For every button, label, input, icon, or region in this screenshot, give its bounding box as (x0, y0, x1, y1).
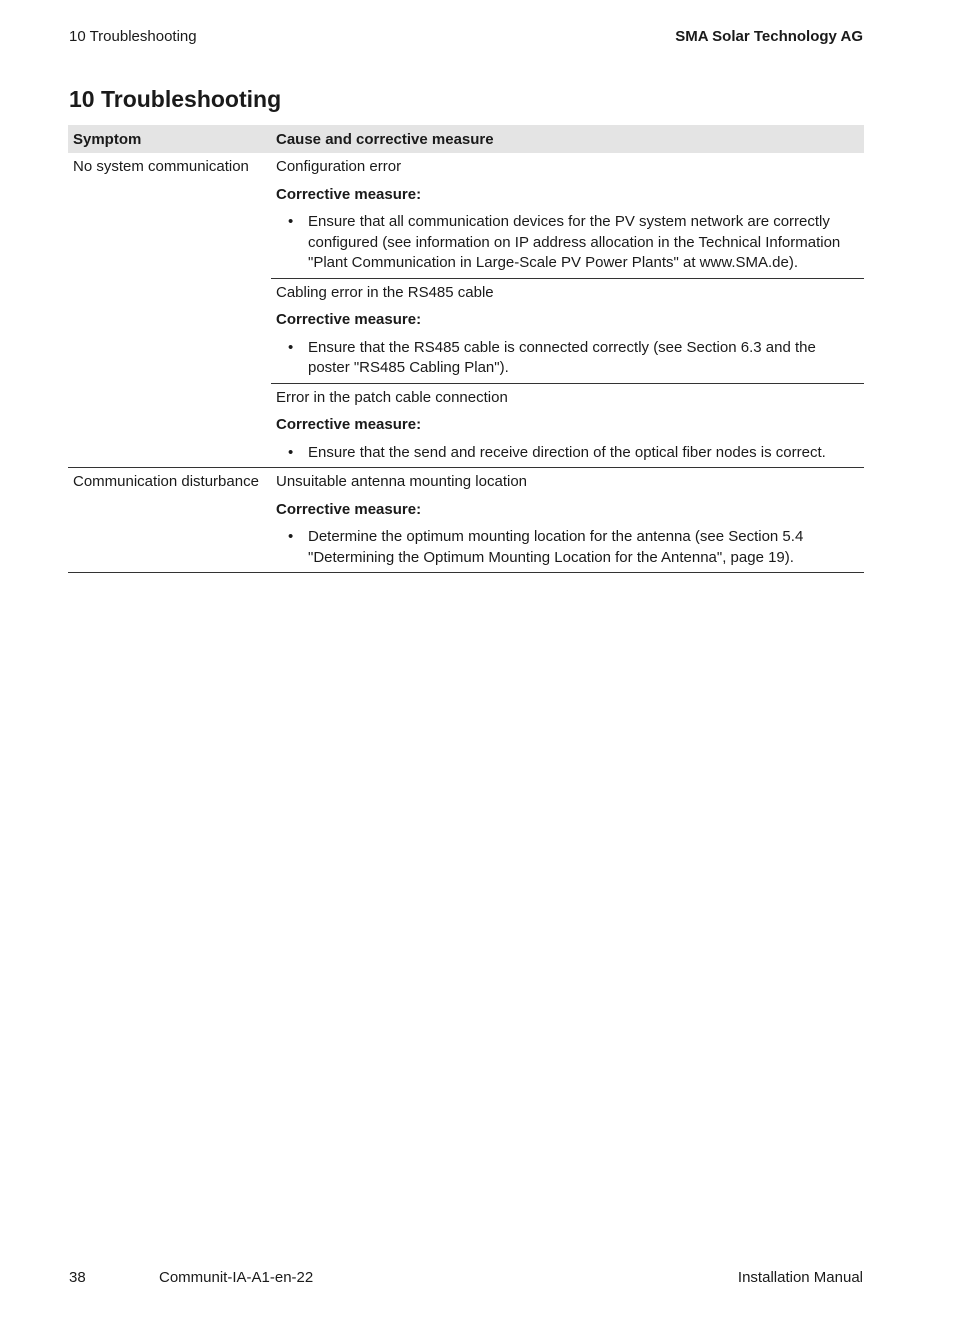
cause-column (271, 153, 864, 467)
bullet-item (276, 338, 864, 379)
footer-document-type: Installation Manual (737, 1269, 863, 1286)
cause-column (271, 468, 864, 572)
bullet-icon: • (288, 213, 294, 230)
running-header-company: SMA Solar Technology AG (675, 28, 863, 45)
bullet-icon: • (288, 338, 294, 356)
cause-block (271, 468, 864, 572)
corrective-measure-text: Ensure that the RS485 cable is connected correctly (see Section 6.3 and the poster "RS485 Cabling Plan"). (308, 338, 816, 376)
cause-block (271, 153, 864, 279)
corrective-measure-label: Corrective measure: (276, 416, 422, 433)
cause-text: Cabling error in the RS485 cable (276, 283, 494, 301)
corrective-measure-label: Corrective measure: (276, 311, 422, 328)
bullet-item (276, 212, 864, 274)
cause-text: Configuration error (276, 158, 402, 175)
cause-block (271, 384, 864, 468)
page-title: 10 Troubleshooting (69, 86, 282, 112)
table-row (68, 153, 864, 468)
bullet-icon: • (288, 528, 294, 545)
corrective-measure-label: Corrective measure: (276, 185, 422, 203)
bullet-icon: • (288, 443, 294, 461)
corrective-measure-text: Ensure that the send and receive direction of the optical fiber nodes is correct. (308, 443, 826, 461)
bullet-item (276, 527, 864, 568)
corrective-measure-text: Ensure that all communication devices for the PV system network are correctly configured (see information on IP address allocation in the Technical Information "Plant Communication in Large-Scale PV Power Plants" at www.SMA.de). (308, 213, 841, 271)
table-header-row (68, 125, 864, 153)
running-header-section: 10 Troubleshooting (69, 28, 197, 45)
cause-block (271, 279, 864, 384)
troubleshooting-table (68, 125, 864, 573)
table-row (68, 468, 864, 573)
cause-text: Unsuitable antenna mounting location (276, 473, 528, 490)
symptom-cell: No system communication (73, 158, 249, 175)
bullet-item (276, 443, 864, 464)
symptom-cell: Communication disturbance (73, 473, 259, 490)
column-header-cause: Cause and corrective measure (276, 130, 494, 148)
footer-page-number: 38 (69, 1269, 86, 1286)
corrective-measure-label: Corrective measure: (276, 500, 422, 518)
footer-document-id: Communit-IA-A1-en-22 (159, 1269, 314, 1286)
corrective-measure-text: Determine the optimum mounting location for the antenna (see Section 5.4 "Determining the Optimum Mounting Location for the Antenna", page 19). (308, 528, 804, 566)
cause-text: Error in the patch cable connection (276, 388, 508, 406)
column-header-symptom: Symptom (73, 130, 142, 148)
